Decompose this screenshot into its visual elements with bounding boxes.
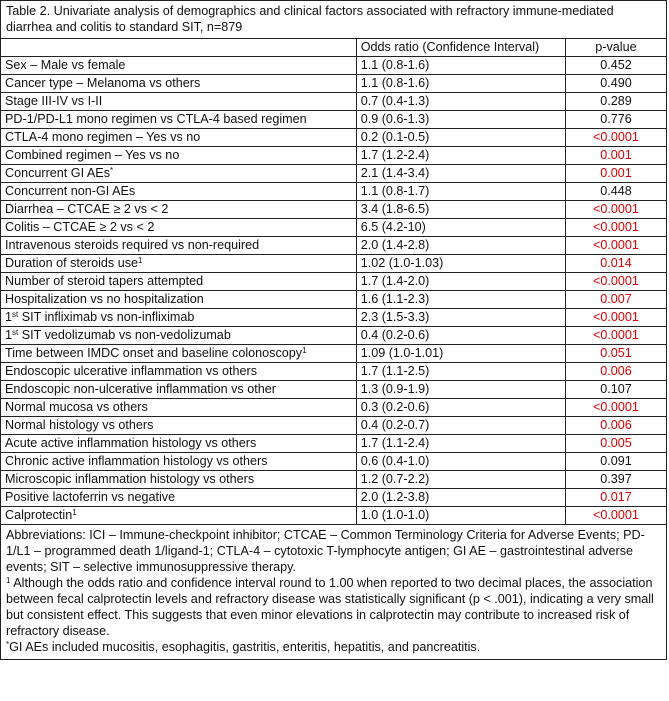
odds-ratio-cell: 0.2 (0.1-0.5)	[356, 129, 565, 147]
table-caption: Table 2. Univariate analysis of demographics and clinical factors associated with refractory immune-mediated diarrhea and colitis to standard SIT, n=879	[1, 1, 667, 39]
factor-cell: 1st SIT vedolizumab vs non-vedolizumab	[1, 327, 357, 345]
table-row	[1, 345, 667, 363]
p-value-cell: 0.776	[565, 111, 666, 129]
header-factor	[1, 39, 357, 57]
table-row	[1, 75, 667, 93]
p-value-cell: 0.017	[565, 489, 666, 507]
p-value-cell: 0.091	[565, 453, 666, 471]
factor-cell: Number of steroid tapers attempted	[1, 273, 357, 291]
footnote-row	[1, 525, 667, 660]
p-value-cell: <0.0001	[565, 237, 666, 255]
table-row	[1, 183, 667, 201]
factor-cell: Acute active inflammation histology vs others	[1, 435, 357, 453]
table-row	[1, 165, 667, 183]
odds-ratio-cell: 1.09 (1.0-1.01)	[356, 345, 565, 363]
factor-cell: Colitis – CTCAE ≥ 2 vs < 2	[1, 219, 357, 237]
odds-ratio-cell: 1.2 (0.7-2.2)	[356, 471, 565, 489]
factor-cell: Combined regimen – Yes vs no	[1, 147, 357, 165]
odds-ratio-cell: 3.4 (1.8-6.5)	[356, 201, 565, 219]
p-value-cell: 0.448	[565, 183, 666, 201]
odds-ratio-cell: 0.3 (0.2-0.6)	[356, 399, 565, 417]
factor-cell: Cancer type – Melanoma vs others	[1, 75, 357, 93]
factor-cell: Concurrent non-GI AEs	[1, 183, 357, 201]
footnote-1-text: Although the odds ratio and confidence interval round to 1.00 when reported to two decimal places, the association between fecal calprotectin levels and refractory disease was statistically significant (p < .001), indicating a very small but consistent effect. This suggests that even minor elevations in calprotectin may contribute to increased risk of refractory disease.	[6, 576, 654, 638]
p-value-cell: <0.0001	[565, 201, 666, 219]
factor-cell: CTLA-4 mono regimen – Yes vs no	[1, 129, 357, 147]
factor-cell: Diarrhea – CTCAE ≥ 2 vs < 2	[1, 201, 357, 219]
factor-cell: Endoscopic ulcerative inflammation vs others	[1, 363, 357, 381]
table-row	[1, 219, 667, 237]
factor-cell: Intravenous steroids required vs non-required	[1, 237, 357, 255]
odds-ratio-cell: 0.4 (0.2-0.7)	[356, 417, 565, 435]
table-row	[1, 201, 667, 219]
table-row	[1, 111, 667, 129]
footnote-2-marker: *	[6, 640, 10, 649]
odds-ratio-cell: 1.7 (1.1-2.4)	[356, 435, 565, 453]
table-row	[1, 453, 667, 471]
odds-ratio-cell: 2.1 (1.4-3.4)	[356, 165, 565, 183]
factor-cell: Sex – Male vs female	[1, 57, 357, 75]
table-row	[1, 129, 667, 147]
p-value-cell: 0.289	[565, 93, 666, 111]
table-row	[1, 399, 667, 417]
p-value-cell: 0.001	[565, 165, 666, 183]
p-value-cell: 0.006	[565, 363, 666, 381]
table-body	[1, 57, 667, 525]
p-value-cell: 0.051	[565, 345, 666, 363]
factor-cell: Normal mucosa vs others	[1, 399, 357, 417]
odds-ratio-cell: 1.1 (0.8-1.6)	[356, 57, 565, 75]
odds-ratio-cell: 0.7 (0.4-1.3)	[356, 93, 565, 111]
p-value-cell: 0.014	[565, 255, 666, 273]
factor-cell: Microscopic inflammation histology vs others	[1, 471, 357, 489]
table-row	[1, 309, 667, 327]
footnote-2	[6, 639, 661, 655]
footnotes	[1, 525, 667, 660]
factor-cell: Duration of steroids use$^1$	[1, 255, 357, 273]
table-caption-row	[1, 1, 667, 39]
table-row	[1, 147, 667, 165]
odds-ratio-cell: 1.1 (0.8-1.6)	[356, 75, 565, 93]
p-value-cell: 0.490	[565, 75, 666, 93]
odds-ratio-cell: 6.5 (4.2-10)	[356, 219, 565, 237]
table-row	[1, 489, 667, 507]
odds-ratio-cell: 1.1 (0.8-1.7)	[356, 183, 565, 201]
table-row	[1, 57, 667, 75]
footnote-1	[6, 575, 661, 639]
odds-ratio-cell: 0.9 (0.6-1.3)	[356, 111, 565, 129]
factor-cell: PD-1/PD-L1 mono regimen vs CTLA-4 based regimen	[1, 111, 357, 129]
p-value-cell: <0.0001	[565, 507, 666, 525]
p-value-cell: <0.0001	[565, 219, 666, 237]
p-value-cell: <0.0001	[565, 309, 666, 327]
header-p-value: p-value	[565, 39, 666, 57]
factor-cell: Chronic active inflammation histology vs others	[1, 453, 357, 471]
odds-ratio-cell: 2.0 (1.2-3.8)	[356, 489, 565, 507]
table-row	[1, 273, 667, 291]
p-value-cell: 0.001	[565, 147, 666, 165]
table-row	[1, 291, 667, 309]
factor-cell: Concurrent GI AEs*	[1, 165, 357, 183]
odds-ratio-cell: 1.7 (1.4-2.0)	[356, 273, 565, 291]
odds-ratio-cell: 1.7 (1.1-2.5)	[356, 363, 565, 381]
p-value-cell: <0.0001	[565, 327, 666, 345]
p-value-cell: 0.452	[565, 57, 666, 75]
table-row	[1, 417, 667, 435]
footnote-abbreviations: Abbreviations: ICI – Immune-checkpoint inhibitor; CTCAE – Common Terminology Criteria for Adverse Events; PD-1/L1 – programmed death 1/ligand-1; CTLA-4 – cytotoxic T-lymphocyte antigen; GI AE – gastrointestinal adverse events; SIT – selective immunosuppressive therapy.	[6, 528, 645, 574]
odds-ratio-cell: 1.6 (1.1-2.3)	[356, 291, 565, 309]
factor-cell: Stage III-IV vs I-II	[1, 93, 357, 111]
p-value-cell: 0.006	[565, 417, 666, 435]
p-value-cell: 0.005	[565, 435, 666, 453]
odds-ratio-cell: 1.0 (1.0-1.0)	[356, 507, 565, 525]
table-row	[1, 471, 667, 489]
odds-ratio-cell: 0.6 (0.4-1.0)	[356, 453, 565, 471]
p-value-cell: <0.0001	[565, 129, 666, 147]
factor-cell: Positive lactoferrin vs negative	[1, 489, 357, 507]
header-row	[1, 39, 667, 57]
p-value-cell: 0.107	[565, 381, 666, 399]
factor-cell: 1st SIT infliximab vs non-infliximab	[1, 309, 357, 327]
p-value-cell: <0.0001	[565, 399, 666, 417]
table-row	[1, 435, 667, 453]
table-row	[1, 381, 667, 399]
header-odds-ratio: Odds ratio (Confidence Interval)	[356, 39, 565, 57]
table-row	[1, 237, 667, 255]
factor-cell: Calprotectin$^1$	[1, 507, 357, 525]
odds-ratio-cell: 1.7 (1.2-2.4)	[356, 147, 565, 165]
odds-ratio-cell: 0.4 (0.2-0.6)	[356, 327, 565, 345]
factor-cell: Endoscopic non-ulcerative inflammation vs other	[1, 381, 357, 399]
odds-ratio-cell: 1.3 (0.9-1.9)	[356, 381, 565, 399]
odds-ratio-cell: 2.3 (1.5-3.3)	[356, 309, 565, 327]
table-row	[1, 93, 667, 111]
odds-ratio-cell: 1.02 (1.0-1.03)	[356, 255, 565, 273]
factor-cell: Hospitalization vs no hospitalization	[1, 291, 357, 309]
p-value-cell: <0.0001	[565, 273, 666, 291]
factor-cell: Time between IMDC onset and baseline colonoscopy$^1$	[1, 345, 357, 363]
odds-ratio-cell: 2.0 (1.4-2.8)	[356, 237, 565, 255]
table-row	[1, 327, 667, 345]
p-value-cell: 0.007	[565, 291, 666, 309]
footnote-2-text: GI AEs included mucositis, esophagitis, gastritis, enteritis, hepatitis, and pancreatitis.	[9, 640, 481, 654]
footnote-1-marker: 1	[6, 576, 11, 585]
table-row	[1, 255, 667, 273]
p-value-cell: 0.397	[565, 471, 666, 489]
table-row	[1, 507, 667, 525]
table-row	[1, 363, 667, 381]
factor-cell: Normal histology vs others	[1, 417, 357, 435]
